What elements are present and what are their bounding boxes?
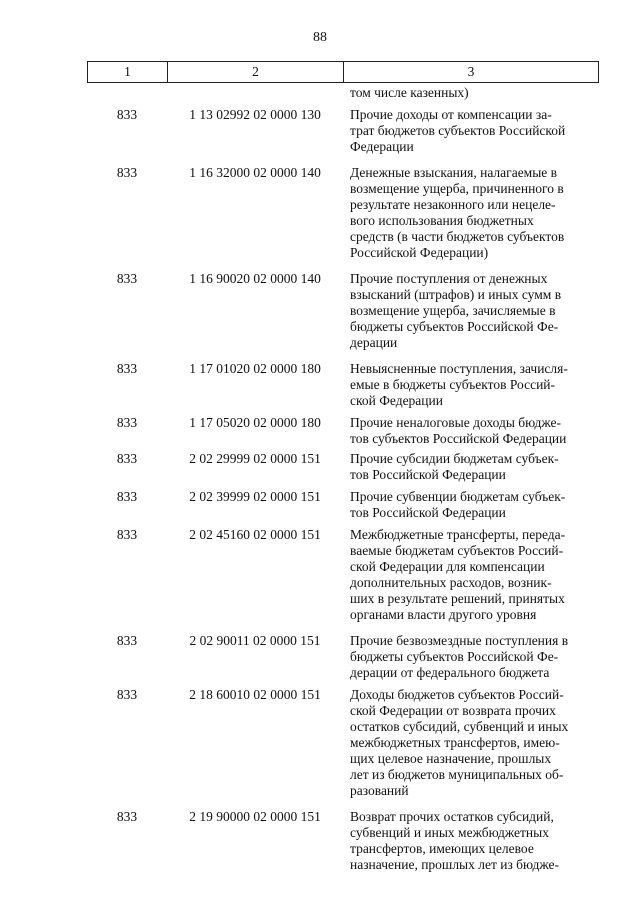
desc-line: дерации от федерального бюджета [350,665,550,680]
rows-container [0,107,640,873]
admin-code-cell: 833 [116,527,138,542]
table-row [0,361,640,409]
desc-line: трат бюджетов субъектов Российской [350,123,566,138]
admin-code-cell: 833 [116,107,138,122]
column-header-3: 3 [344,62,599,83]
budget-code-cell: 2 02 29999 02 0000 151 [189,451,321,466]
table-body [0,85,640,879]
desc-line: щих целевое назначение, прошлых [350,751,552,766]
desc-line: Прочие поступления от денежных [350,271,548,286]
description-cell [350,527,595,623]
description-cell [350,415,595,447]
desc-line: остатков субсидий, субвенций и иных [350,719,569,734]
desc-line: Межбюджетные трансферты, переда- [350,527,566,542]
desc-line: дополнительных расходов, возник- [350,575,552,590]
desc-line: трансфертов, имеющих целевое [350,841,534,856]
desc-line: Невыясненные поступления, зачисля- [350,361,568,376]
desc-line: Денежные взыскания, налагаемые в [350,165,558,180]
table-row [0,687,640,799]
budget-code-cell: 2 02 45160 02 0000 151 [189,527,321,542]
budget-code-cell: 2 02 39999 02 0000 151 [189,489,321,504]
budget-code-cell: 2 18 60010 02 0000 151 [189,687,321,702]
description-cell [350,489,595,521]
budget-code-cell: 1 13 02992 02 0000 130 [189,107,321,122]
admin-code-cell: 833 [116,489,138,504]
desc-line: субвенций и иных межбюджетных [350,825,549,840]
admin-code-cell: 833 [116,633,138,648]
admin-code-cell: 833 [116,809,138,824]
description-cell [350,361,595,409]
column-header-1: 1 [88,62,168,83]
description-cell [350,687,595,799]
table-row [0,415,640,447]
desc-line: Российской Федерации) [350,245,489,260]
budget-code-cell: 2 19 90000 02 0000 151 [189,809,321,824]
desc-line: емые в бюджеты субъектов Россий- [350,377,556,392]
table-row [0,271,640,351]
description-cell [350,451,595,483]
admin-code-cell: 833 [116,165,138,180]
desc-line: назначение, прошлых лет из бюдже- [350,857,559,872]
column-header-table [87,61,599,83]
description-cell [350,809,595,873]
desc-line: Прочие неналоговые доходы бюдже- [350,415,562,430]
admin-code-cell: 833 [116,687,138,702]
admin-code-cell: 833 [116,271,138,286]
desc-line: разований [350,783,409,798]
desc-line: тов Российской Федерации [350,505,506,520]
desc-line: Прочие субсидии бюджетам субъек- [350,451,559,466]
description-cell [350,107,595,155]
column-header-row [88,62,599,83]
desc-line: ших в результате решений, принятых [350,591,565,606]
budget-code-cell: 1 17 05020 02 0000 180 [189,415,321,430]
desc-line: результате незаконного или нецеле- [350,197,556,212]
table-row [0,451,640,483]
continuation-text [350,85,595,101]
desc-line: Прочие субвенции бюджетам субъек- [350,489,566,504]
desc-line: вого использования бюджетных [350,213,534,228]
table-row [0,527,640,623]
desc-line: Прочие доходы от компенсации за- [350,107,552,122]
desc-line: возмещение ущерба, причиненного в [350,181,564,196]
budget-code-cell: 2 02 90011 02 0000 151 [189,633,321,648]
description-cell [350,165,595,261]
desc-line: Федерации [350,139,414,154]
desc-line: ваемые бюджетам субъектов Россий- [350,543,564,558]
desc-line: бюджеты субъектов Российской Фе- [350,319,559,334]
admin-code-cell: 833 [116,361,138,376]
desc-line: тов субъектов Российской Федерации [350,431,567,446]
desc-line: лет из бюджетов муниципальных об- [350,767,564,782]
desc-line: тов Российской Федерации [350,467,506,482]
budget-code-cell: 1 16 90020 02 0000 140 [189,271,321,286]
desc-line: Доходы бюджетов субъектов Россий- [350,687,564,702]
desc-line: средств (в части бюджетов субъектов [350,229,565,244]
budget-code-cell: 1 17 01020 02 0000 180 [189,361,321,376]
admin-code-cell: 833 [116,451,138,466]
table-row [0,809,640,873]
description-cell [350,633,595,681]
description-cell [350,271,595,351]
table-row [0,489,640,521]
page-number: 88 [313,30,327,45]
table-row [0,107,640,155]
desc-line: Прочие безвозмездные поступления в [350,633,569,648]
continuation-row [0,85,640,101]
desc-line: бюджеты субъектов Российской Фе- [350,649,559,664]
desc-line: дерации [350,335,398,350]
desc-line: ской Федерации от возврата прочих [350,703,556,718]
budget-code-cell: 1 16 32000 02 0000 140 [189,165,321,180]
column-header-2: 2 [168,62,344,83]
desc-line: взысканий (штрафов) и иных сумм в [350,287,562,302]
desc-line: ской Федерации [350,393,443,408]
desc-line: Возврат прочих остатков субсидий, [350,809,554,824]
table-row [0,633,640,681]
desc-line: органами власти другого уровня [350,607,537,622]
desc-line: том числе казенных) [350,85,469,100]
table-row [0,165,640,261]
admin-code-cell: 833 [116,415,138,430]
desc-line: возмещение ущерба, зачисляемые в [350,303,556,318]
desc-line: межбюджетных трансфертов, имею- [350,735,560,750]
desc-line: ской Федерации для компенсации [350,559,545,574]
